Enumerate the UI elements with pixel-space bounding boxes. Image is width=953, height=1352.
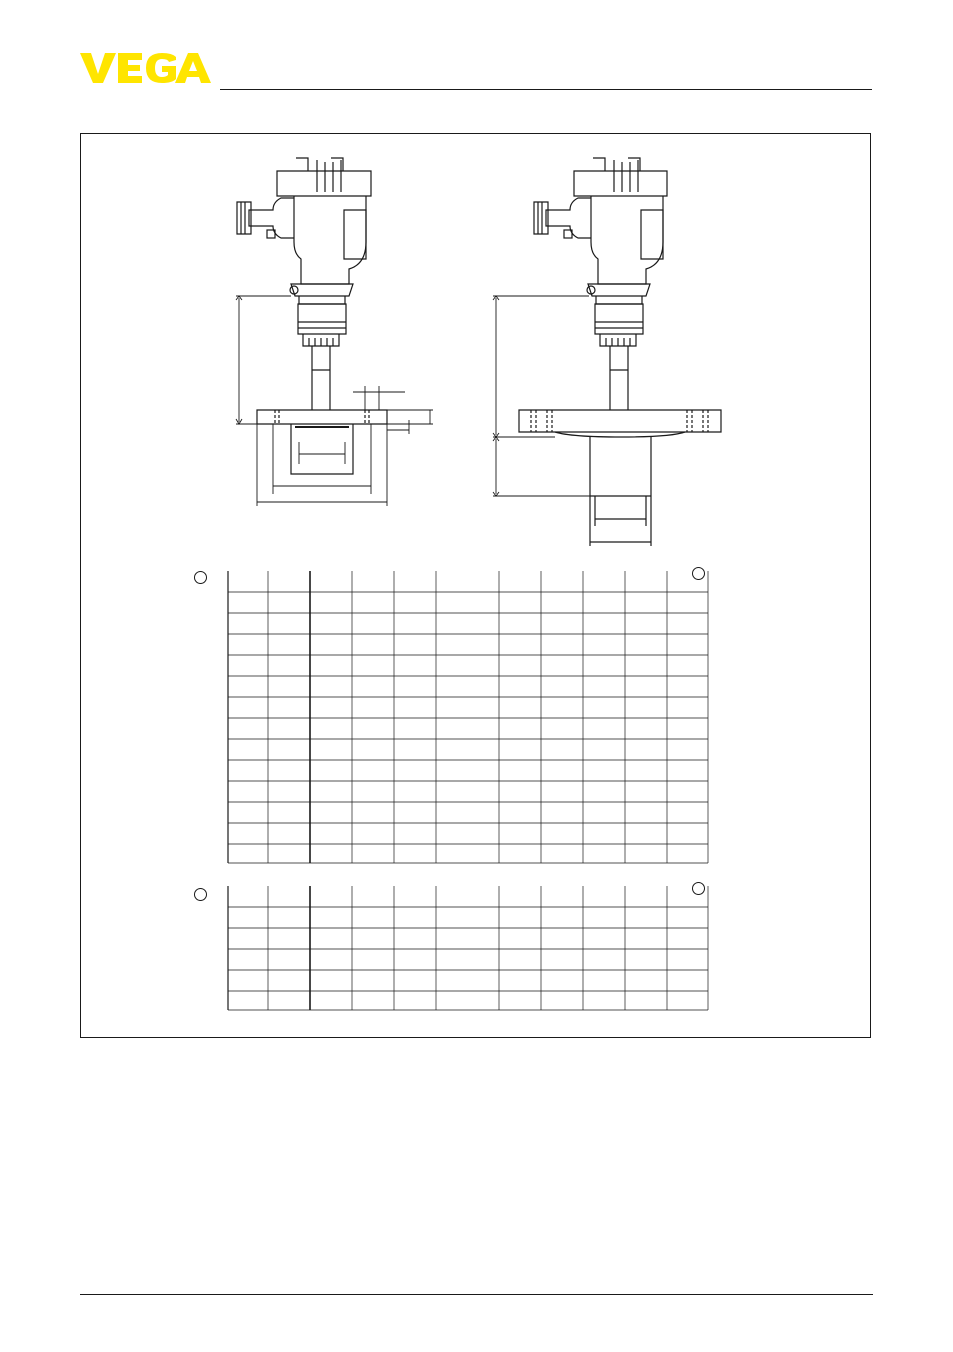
dimensions-right [493,296,590,496]
footer-rule [80,1294,873,1295]
drawing-frame [80,133,871,1038]
table-1-marker-left [194,571,207,584]
vega-logo-icon [80,50,212,86]
table-1-marker-right [692,567,705,580]
instrument-right [519,158,721,546]
table-2-marker-right [692,882,705,895]
table-2-marker-left [194,888,207,901]
instrument-left [237,158,387,474]
dimension-drawing [81,134,872,1039]
header-rule [220,89,872,90]
